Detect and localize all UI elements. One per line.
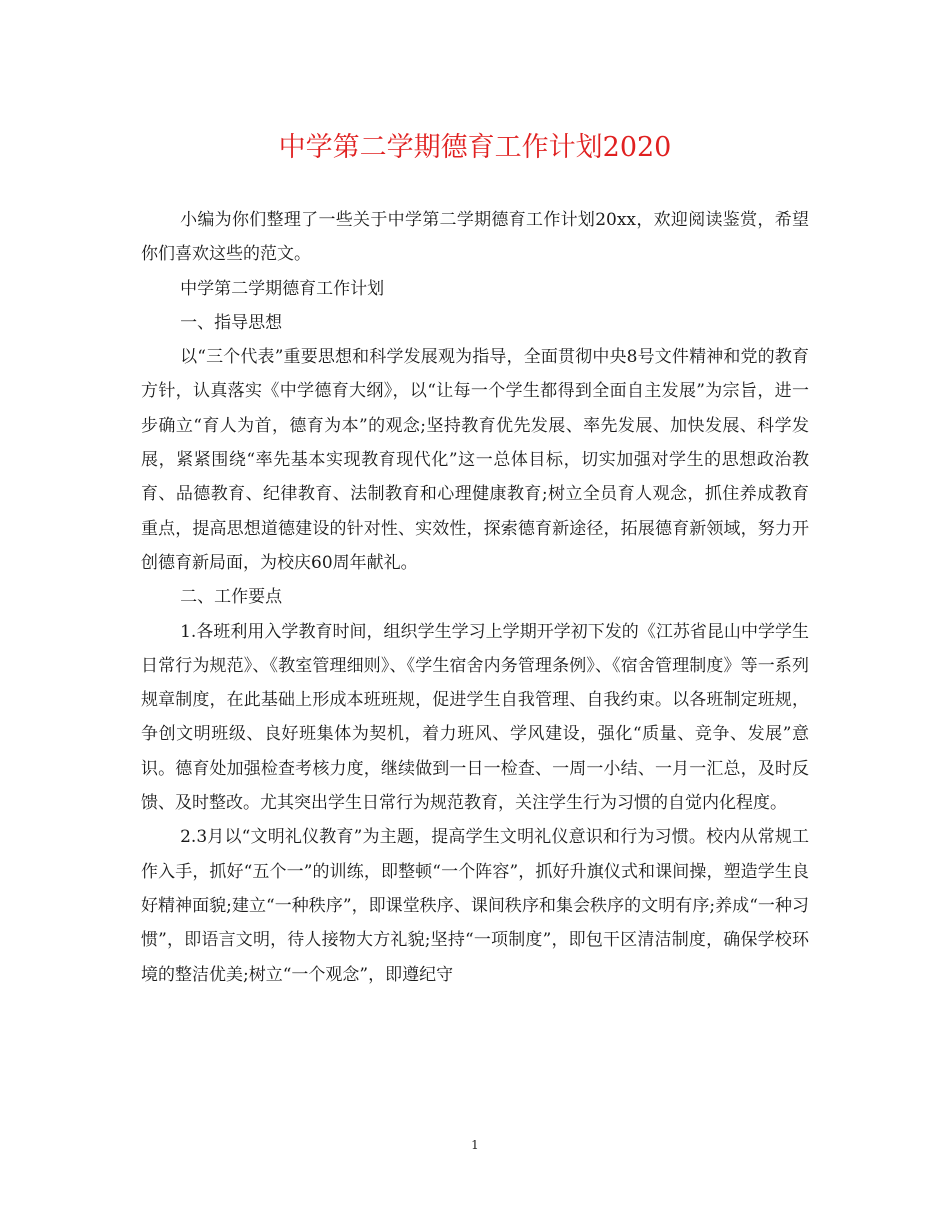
intro-paragraph: 小编为你们整理了一些关于中学第二学期德育工作计划20xx，欢迎阅读鉴赏，希望你们喜欢这些的范文。 xyxy=(141,210,809,265)
document-body xyxy=(141,203,809,992)
work-point-1-paragraph: 1.各班利用入学教育时间，组织学生学习上学期开学初下发的《江苏省昆山中学学生日常行为规范》、《教室管理细则》、《学生宿舍内务管理条例》、《宿舍管理制度》等一系列规章制度，在此基础上形成本班班规，促进学生自我管理、自我约束。以各班制定班规，争创文明班级、良好班集体为契机，着力班风、学风建设，强化“质量、竞争、发展”意识。德育处加强检查考核力度，继续做到一日一检查、一周一小结、一月一汇总，及时反馈、及时整改。尤其突出学生日常行为规范教育，关注学生行为习惯的自觉内化程度。 xyxy=(141,621,809,814)
page-number: 1 xyxy=(471,1138,479,1152)
section-heading-guiding-thought: 一、指导思想 xyxy=(180,312,283,333)
work-point-2-paragraph: 2.3月以“文明礼仪教育”为主题，提高学生文明礼仪意识和行为习惯。校内从常规工作入手，抓好“五个一”的训练，即整顿“一个阵容”，抓好升旗仪式和课间操，塑造学生良好精神面貌;建立“一种秩序”，即课堂秩序、课间秩序和集会秩序的文明有序;养成“一种习惯”，即语言文明，待人接物大方礼貌;坚持“一项制度”，即包干区清洁制度，确保学校环境的整洁优美;树立“一个观念”，即遵纪守 xyxy=(141,827,809,985)
subtitle-paragraph: 中学第二学期德育工作计划 xyxy=(180,278,385,299)
guiding-thought-paragraph: 以“三个代表”重要思想和科学发展观为指导，全面贯彻中央8号文件精神和党的教育方针，认真落实《中学德育大纲》，以“让每一个学生都得到全面自主发展”为宗旨，进一步确立“育人为首，德育为本”的观念;坚持教育优先发展、率先发展、加快发展、科学发展，紧紧围绕“率先基本实现教育现代化”这一总体目标，切实加强对学生的思想政治教育、品德教育、纪律教育、法制教育和心理健康教育;树立全员育人观念，抓住养成教育重点，提高思想道德建设的针对性、实效性，探索德育新途径，拓展德育新领域，努力开创德育新局面，为校庆60周年献礼。 xyxy=(141,347,809,573)
section-heading-work-points: 二、工作要点 xyxy=(180,587,283,608)
document-title: 中学第二学期德育工作计划2020 xyxy=(278,132,672,163)
